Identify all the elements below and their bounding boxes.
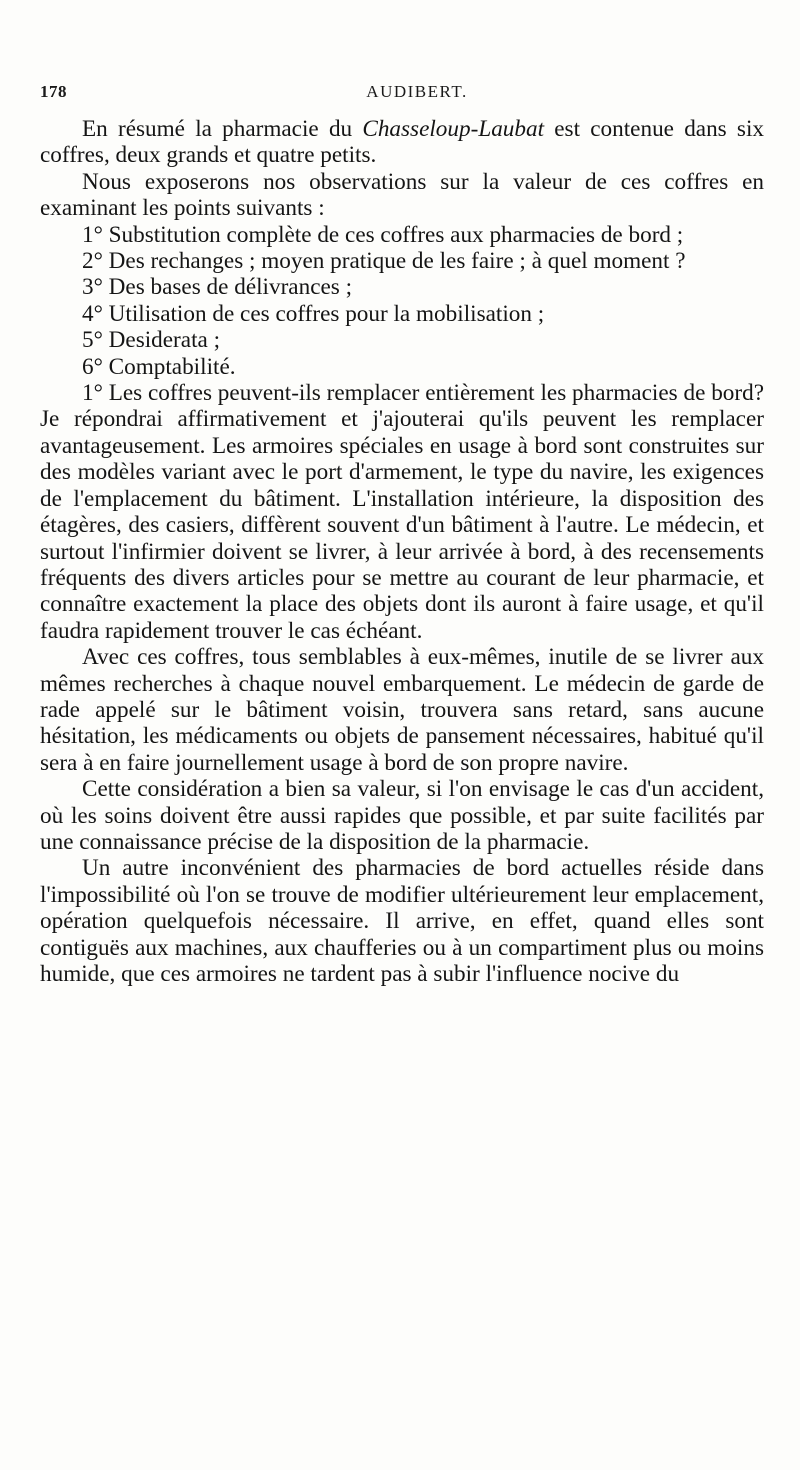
list-item: 3° Des bases de délivrances ; xyxy=(82,274,353,301)
list-item: 5° Desiderata ; xyxy=(82,327,221,354)
page-header xyxy=(40,82,764,106)
page-number: 178 xyxy=(40,82,67,101)
paragraph: En résumé la pharmacie du Chasseloup-Laubat est contenue dans six coffres, deux grands et quatre petits. xyxy=(40,116,764,169)
running-head: AUDIBERT. xyxy=(366,82,468,101)
paragraph: Cette considération a bien sa valeur, si l'on envisage le cas d'un accident, où les soins doivent être aussi rapides que possible, et par suite facilités par une connaissance précise de la disposition de la pharmacie. xyxy=(40,776,764,855)
paragraph: Nous exposerons nos observations sur la valeur de ces coffres en examinant les points suivants : xyxy=(40,168,764,222)
ship-name: Chasseloup-Laubat xyxy=(362,116,545,142)
list-item: 1° Substitution complète de ces coffres aux pharmacies de bord ; xyxy=(82,221,684,248)
list-item: 2° Des rechanges ; moyen pratique de les faire ; à quel moment ? xyxy=(82,248,686,275)
list-item: 4° Utilisation de ces coffres pour la mobilisation ; xyxy=(82,300,545,327)
paragraph: Avec ces coffres, tous semblables à eux-mêmes, inutile de se livrer aux mêmes recherches à chaque nouvel embarquement. Le médecin de garde de rade appelé sur le bâtiment voisin, trouvera sans retard, sans aucune hésitation, les médicaments ou objets de pansement nécessaires, habitué qu'il sera à en faire journellement usage à bord de son propre navire. xyxy=(40,644,764,776)
paragraph: Un autre inconvénient des pharmacies de bord actuelles réside dans l'impossibilité où l'on se trouve de modifier ultérieurement leur emplacement, opération quelquefois nécessaire. Il arrive, en effet, quand elles sont contiguës aux machines, aux chaufferies ou à un compartiment plus ou moins humide, que ces armoires ne tardent pas à subir l'influence nocive du xyxy=(40,855,764,987)
body-text xyxy=(40,116,764,987)
list-item: 6° Comptabilité. xyxy=(82,353,236,380)
paragraph: 1° Les coffres peuvent-ils remplacer entièrement les pharmacies de bord? Je répondrai affirmativement et j'ajouterai qu'ils peuvent les remplacer avantageusement. Les armoires spéciales en usage à bord sont construites sur des modèles variant avec le port d'armement, le type du navire, les exigences de l'emplacement du bâtiment. L'installation intérieure, la disposition des étagères, des casiers, diffèrent souvent d'un bâtiment à l'autre. Le médecin, et surtout l'infirmier doivent se livrer, à leur arrivée à bord, à des recensements fréquents des divers articles pour se mettre au courant de leur pharmacie, et connaître exactement la place des objets dont ils auront à faire usage, et qu'il faudra rapidement trouver le cas échéant. xyxy=(40,380,764,644)
